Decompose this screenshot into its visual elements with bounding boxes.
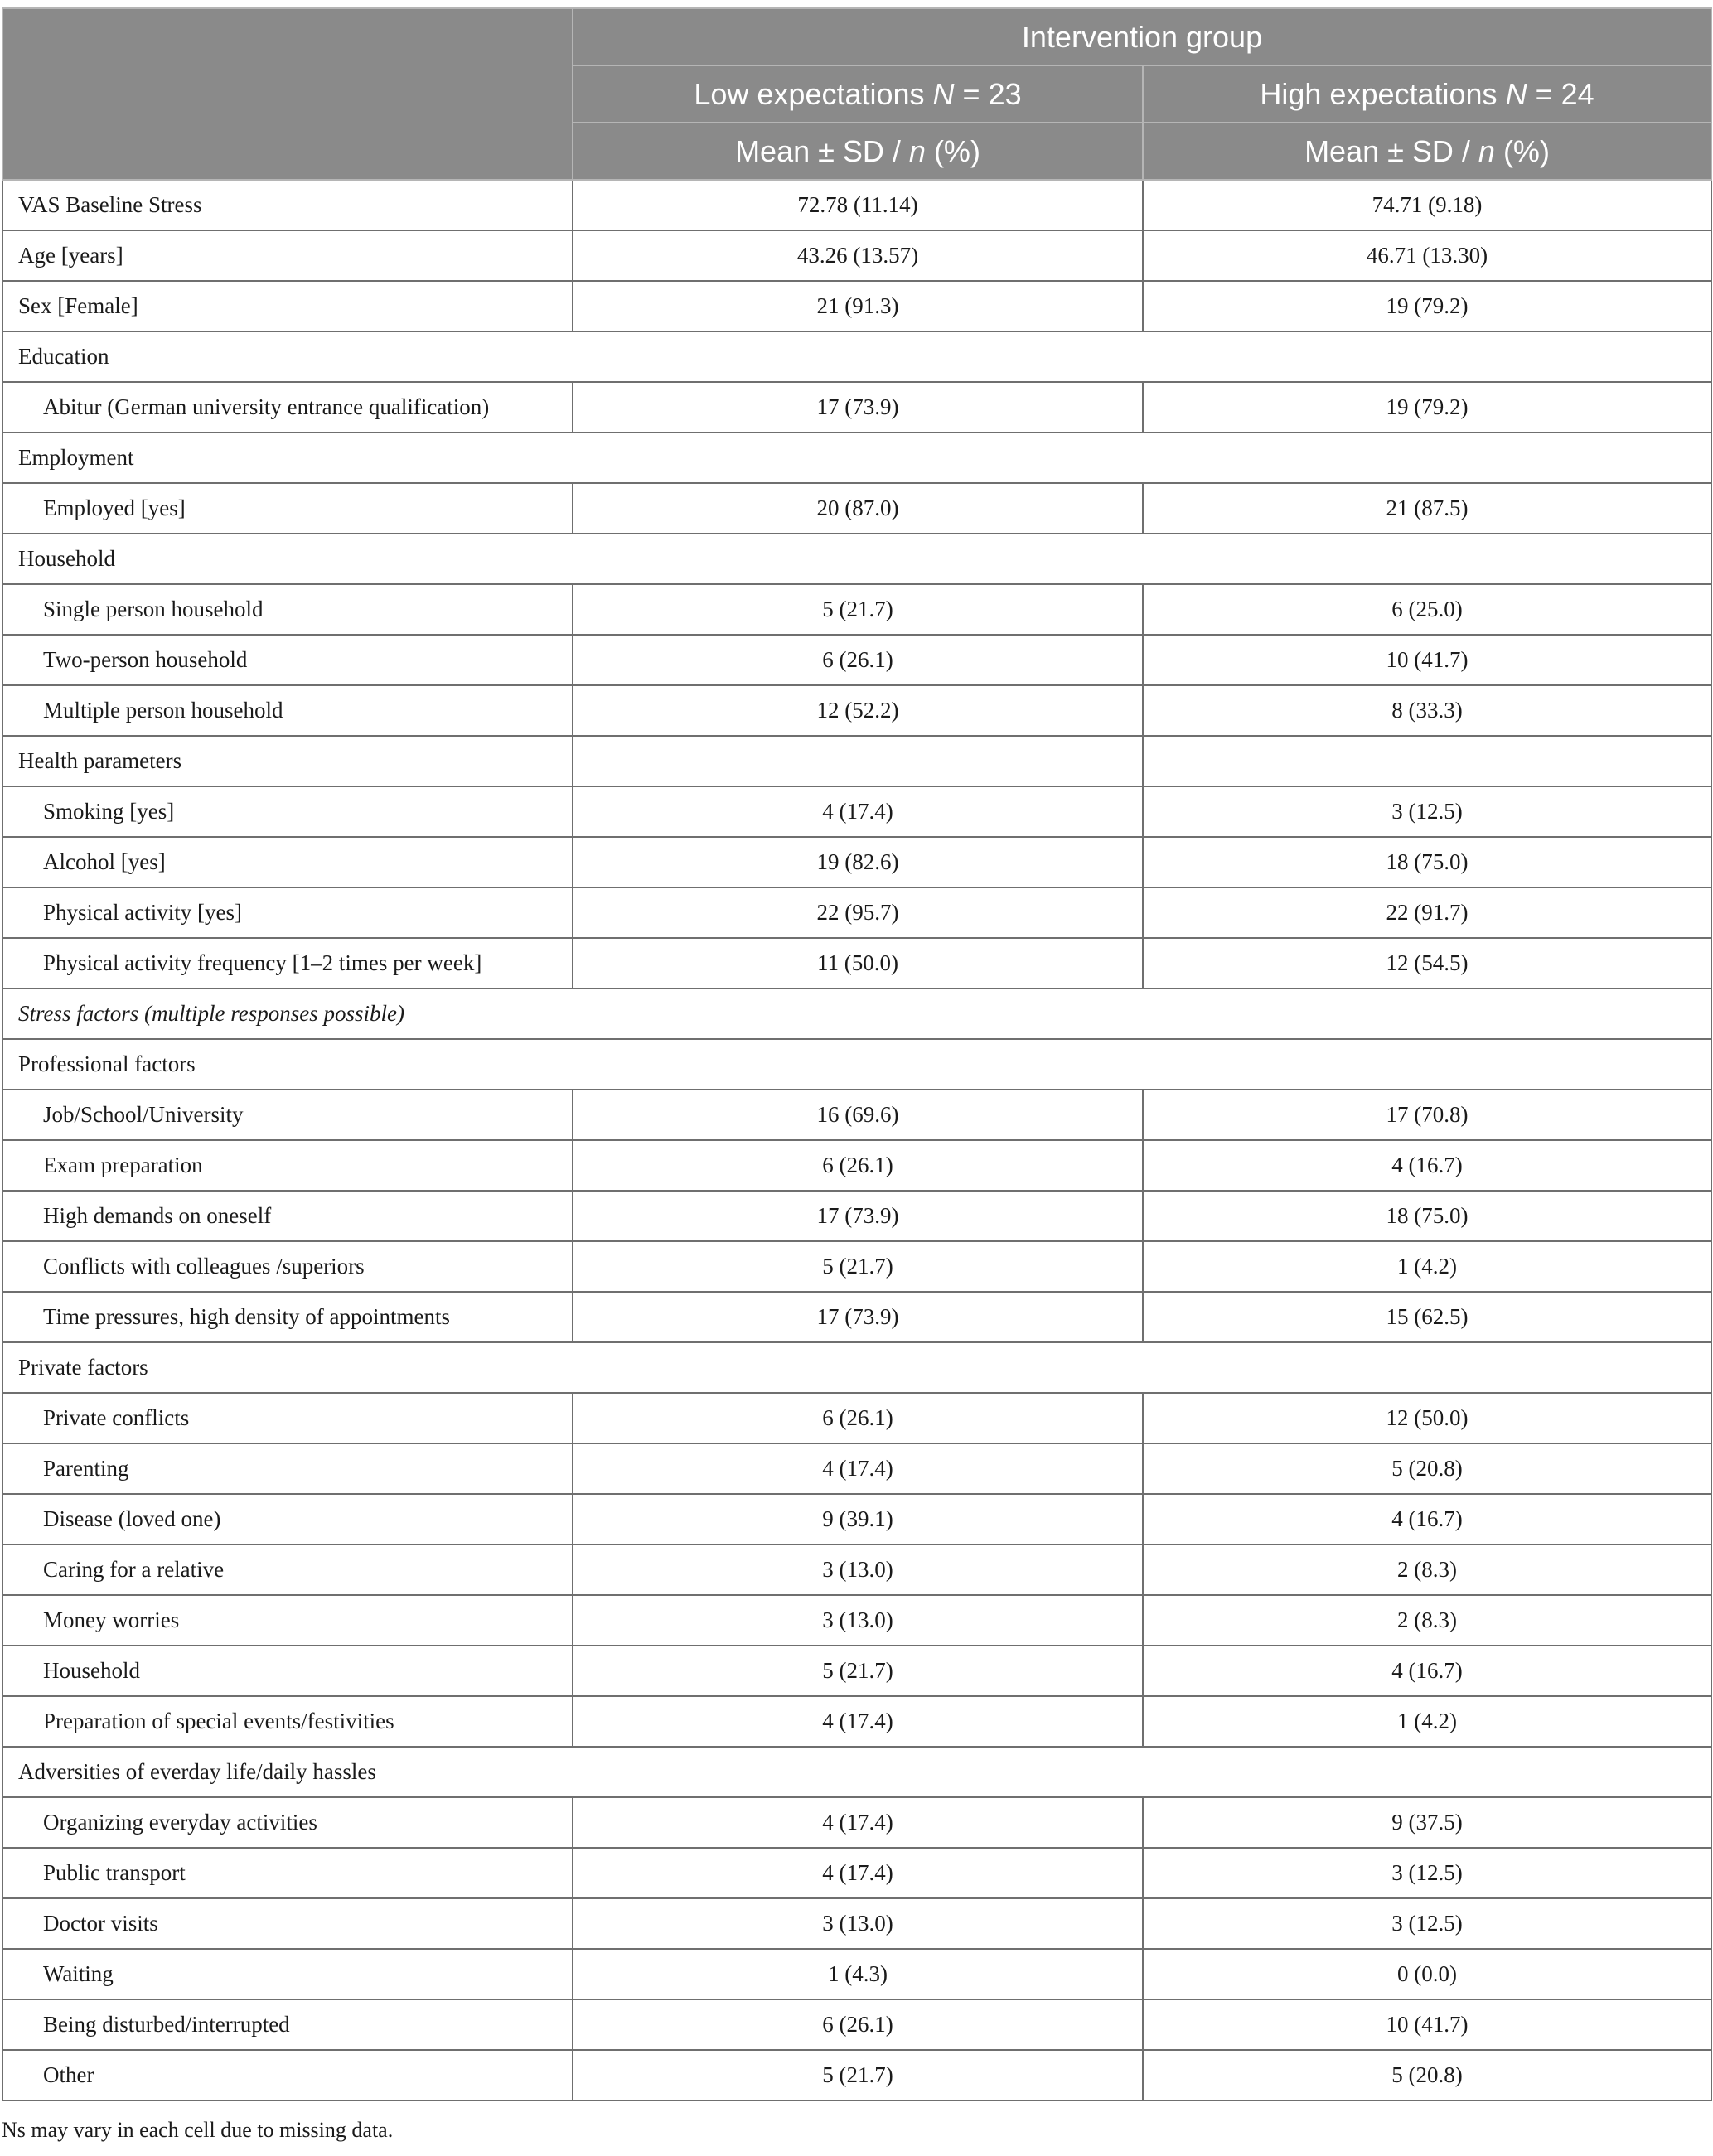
table-row bbox=[2, 1140, 1711, 1191]
table-row bbox=[2, 1241, 1711, 1292]
row-label: Two-person household bbox=[2, 635, 573, 685]
table-row bbox=[2, 483, 1711, 534]
section-label: Adversities of everday life/daily hassles bbox=[2, 1747, 1711, 1797]
table-row bbox=[2, 1443, 1711, 1494]
low-expectations-value: 11 (50.0) bbox=[573, 938, 1143, 989]
high-expectations-value: 18 (75.0) bbox=[1143, 837, 1711, 887]
low-expectations-value: 4 (17.4) bbox=[573, 1797, 1143, 1848]
row-label: High demands on oneself bbox=[2, 1191, 573, 1241]
high-expectations-value: 3 (12.5) bbox=[1143, 1898, 1711, 1949]
high-expectations-value: 18 (75.0) bbox=[1143, 1191, 1711, 1241]
high-expectations-value: 12 (50.0) bbox=[1143, 1393, 1711, 1443]
low-expectations-value: 17 (73.9) bbox=[573, 382, 1143, 433]
row-label: Sex [Female] bbox=[2, 281, 573, 331]
header-stat-low-prefix: Mean ± SD / bbox=[735, 133, 909, 168]
low-expectations-value: 5 (21.7) bbox=[573, 1646, 1143, 1696]
row-label: Physical activity [yes] bbox=[2, 887, 573, 938]
low-expectations-value: 6 (26.1) bbox=[573, 635, 1143, 685]
row-label: Abitur (German university entrance qualification) bbox=[2, 382, 573, 433]
table-body bbox=[2, 180, 1711, 2100]
low-expectations-value: 72.78 (11.14) bbox=[573, 180, 1143, 230]
low-expectations-value: 4 (17.4) bbox=[573, 1848, 1143, 1898]
table-row bbox=[2, 1848, 1711, 1898]
row-label: Other bbox=[2, 2050, 573, 2100]
header-stat-high bbox=[1143, 123, 1711, 180]
section-label: Private factors bbox=[2, 1342, 1711, 1393]
high-expectations-value: 4 (16.7) bbox=[1143, 1140, 1711, 1191]
low-expectations-value: 4 (17.4) bbox=[573, 786, 1143, 837]
table-row bbox=[2, 1797, 1711, 1848]
row-label: Multiple person household bbox=[2, 685, 573, 736]
header-stat-high-n: n bbox=[1478, 133, 1495, 168]
table-row bbox=[2, 1999, 1711, 2050]
table-row bbox=[2, 1090, 1711, 1140]
low-expectations-value: 6 (26.1) bbox=[573, 1999, 1143, 2050]
low-expectations-value: 21 (91.3) bbox=[573, 281, 1143, 331]
low-expectations-value: 4 (17.4) bbox=[573, 1696, 1143, 1747]
table-row bbox=[2, 1393, 1711, 1443]
table-row bbox=[2, 230, 1711, 281]
empty-cell bbox=[573, 736, 1143, 786]
high-expectations-value: 3 (12.5) bbox=[1143, 1848, 1711, 1898]
table-row bbox=[2, 1191, 1711, 1241]
row-label: Public transport bbox=[2, 1848, 573, 1898]
header-low-n: N bbox=[932, 76, 955, 111]
low-expectations-value: 16 (69.6) bbox=[573, 1090, 1143, 1140]
section-label: Employment bbox=[2, 433, 1711, 483]
row-label: Physical activity frequency [1–2 times per week] bbox=[2, 938, 573, 989]
section-row bbox=[2, 433, 1711, 483]
low-expectations-value: 17 (73.9) bbox=[573, 1292, 1143, 1342]
high-expectations-value: 3 (12.5) bbox=[1143, 786, 1711, 837]
low-expectations-value: 5 (21.7) bbox=[573, 2050, 1143, 2100]
header-stat-low bbox=[573, 123, 1143, 180]
header-high-count: = 24 bbox=[1527, 76, 1594, 111]
row-label: Disease (loved one) bbox=[2, 1494, 573, 1544]
header-low-label: Low expectations bbox=[694, 76, 933, 111]
row-label: Job/School/University bbox=[2, 1090, 573, 1140]
row-label: Parenting bbox=[2, 1443, 573, 1494]
row-label: Alcohol [yes] bbox=[2, 837, 573, 887]
row-label: Time pressures, high density of appointments bbox=[2, 1292, 573, 1342]
row-label: Preparation of special events/festivities bbox=[2, 1696, 573, 1747]
high-expectations-value: 2 (8.3) bbox=[1143, 1595, 1711, 1646]
section-row bbox=[2, 736, 1711, 786]
row-label: Caring for a relative bbox=[2, 1544, 573, 1595]
low-expectations-value: 4 (17.4) bbox=[573, 1443, 1143, 1494]
low-expectations-value: 5 (21.7) bbox=[573, 584, 1143, 635]
table-row bbox=[2, 786, 1711, 837]
table-row bbox=[2, 584, 1711, 635]
low-expectations-value: 12 (52.2) bbox=[573, 685, 1143, 736]
row-label: Exam preparation bbox=[2, 1140, 573, 1191]
high-expectations-value: 2 (8.3) bbox=[1143, 1544, 1711, 1595]
high-expectations-value: 12 (54.5) bbox=[1143, 938, 1711, 989]
row-label: Private conflicts bbox=[2, 1393, 573, 1443]
header-stat-high-prefix: Mean ± SD / bbox=[1304, 133, 1478, 168]
row-label: Conflicts with colleagues /superiors bbox=[2, 1241, 573, 1292]
high-expectations-value: 19 (79.2) bbox=[1143, 281, 1711, 331]
low-expectations-value: 3 (13.0) bbox=[573, 1595, 1143, 1646]
section-row bbox=[2, 331, 1711, 382]
table-row bbox=[2, 887, 1711, 938]
low-expectations-value: 1 (4.3) bbox=[573, 1949, 1143, 1999]
table-row bbox=[2, 635, 1711, 685]
table-row bbox=[2, 1696, 1711, 1747]
low-expectations-value: 3 (13.0) bbox=[573, 1898, 1143, 1949]
high-expectations-value: 1 (4.2) bbox=[1143, 1696, 1711, 1747]
row-label: Age [years] bbox=[2, 230, 573, 281]
section-row bbox=[2, 1039, 1711, 1090]
low-expectations-value: 3 (13.0) bbox=[573, 1544, 1143, 1595]
section-label: Stress factors (multiple responses possible) bbox=[2, 989, 1711, 1039]
row-label: Doctor visits bbox=[2, 1898, 573, 1949]
table-footnote: Ns may vary in each cell due to missing data. bbox=[2, 2118, 394, 2142]
high-expectations-value: 1 (4.2) bbox=[1143, 1241, 1711, 1292]
low-expectations-value: 9 (39.1) bbox=[573, 1494, 1143, 1544]
high-expectations-value: 74.71 (9.18) bbox=[1143, 180, 1711, 230]
row-label: Money worries bbox=[2, 1595, 573, 1646]
section-label: Health parameters bbox=[2, 736, 573, 786]
header-high-label: High expectations bbox=[1260, 76, 1506, 111]
low-expectations-value: 22 (95.7) bbox=[573, 887, 1143, 938]
high-expectations-value: 10 (41.7) bbox=[1143, 1999, 1711, 2050]
high-expectations-value: 0 (0.0) bbox=[1143, 1949, 1711, 1999]
header-group-title: Intervention group bbox=[573, 8, 1711, 65]
row-label: Employed [yes] bbox=[2, 483, 573, 534]
demographics-table bbox=[2, 7, 1712, 2101]
row-label: Organizing everyday activities bbox=[2, 1797, 573, 1848]
table-row bbox=[2, 281, 1711, 331]
header-row-group bbox=[2, 8, 1711, 65]
header-stat-high-suffix: (%) bbox=[1494, 133, 1550, 168]
header-high-expectations bbox=[1143, 65, 1711, 123]
low-expectations-value: 19 (82.6) bbox=[573, 837, 1143, 887]
section-row bbox=[2, 989, 1711, 1039]
low-expectations-value: 20 (87.0) bbox=[573, 483, 1143, 534]
row-label: Being disturbed/interrupted bbox=[2, 1999, 573, 2050]
high-expectations-value: 4 (16.7) bbox=[1143, 1646, 1711, 1696]
table-row bbox=[2, 1494, 1711, 1544]
demographics-table-container bbox=[2, 7, 1711, 2101]
high-expectations-value: 22 (91.7) bbox=[1143, 887, 1711, 938]
table-row bbox=[2, 1898, 1711, 1949]
high-expectations-value: 6 (25.0) bbox=[1143, 584, 1711, 635]
table-row bbox=[2, 938, 1711, 989]
section-row bbox=[2, 1342, 1711, 1393]
header-high-n: N bbox=[1505, 76, 1527, 111]
header-low-count: = 23 bbox=[954, 76, 1022, 111]
high-expectations-value: 21 (87.5) bbox=[1143, 483, 1711, 534]
header-stat-low-suffix: (%) bbox=[925, 133, 980, 168]
table-row bbox=[2, 1544, 1711, 1595]
high-expectations-value: 5 (20.8) bbox=[1143, 1443, 1711, 1494]
table-row bbox=[2, 685, 1711, 736]
low-expectations-value: 43.26 (13.57) bbox=[573, 230, 1143, 281]
section-label: Professional factors bbox=[2, 1039, 1711, 1090]
high-expectations-value: 17 (70.8) bbox=[1143, 1090, 1711, 1140]
table-row bbox=[2, 1949, 1711, 1999]
high-expectations-value: 9 (37.5) bbox=[1143, 1797, 1711, 1848]
row-label: Household bbox=[2, 1646, 573, 1696]
row-label: Smoking [yes] bbox=[2, 786, 573, 837]
section-row bbox=[2, 534, 1711, 584]
high-expectations-value: 5 (20.8) bbox=[1143, 2050, 1711, 2100]
row-label: VAS Baseline Stress bbox=[2, 180, 573, 230]
section-row bbox=[2, 1747, 1711, 1797]
low-expectations-value: 5 (21.7) bbox=[573, 1241, 1143, 1292]
high-expectations-value: 19 (79.2) bbox=[1143, 382, 1711, 433]
table-header bbox=[2, 8, 1711, 180]
header-blank-cell bbox=[2, 8, 573, 180]
low-expectations-value: 17 (73.9) bbox=[573, 1191, 1143, 1241]
low-expectations-value: 6 (26.1) bbox=[573, 1140, 1143, 1191]
header-low-expectations bbox=[573, 65, 1143, 123]
empty-cell bbox=[1143, 736, 1711, 786]
high-expectations-value: 10 (41.7) bbox=[1143, 635, 1711, 685]
table-row bbox=[2, 1646, 1711, 1696]
high-expectations-value: 8 (33.3) bbox=[1143, 685, 1711, 736]
high-expectations-value: 46.71 (13.30) bbox=[1143, 230, 1711, 281]
row-label: Single person household bbox=[2, 584, 573, 635]
row-label: Waiting bbox=[2, 1949, 573, 1999]
table-row bbox=[2, 1292, 1711, 1342]
table-row bbox=[2, 2050, 1711, 2100]
table-row bbox=[2, 837, 1711, 887]
table-row bbox=[2, 1595, 1711, 1646]
section-label: Household bbox=[2, 534, 1711, 584]
section-label: Education bbox=[2, 331, 1711, 382]
low-expectations-value: 6 (26.1) bbox=[573, 1393, 1143, 1443]
table-row bbox=[2, 382, 1711, 433]
header-stat-low-n: n bbox=[908, 133, 926, 168]
high-expectations-value: 15 (62.5) bbox=[1143, 1292, 1711, 1342]
high-expectations-value: 4 (16.7) bbox=[1143, 1494, 1711, 1544]
table-row bbox=[2, 180, 1711, 230]
